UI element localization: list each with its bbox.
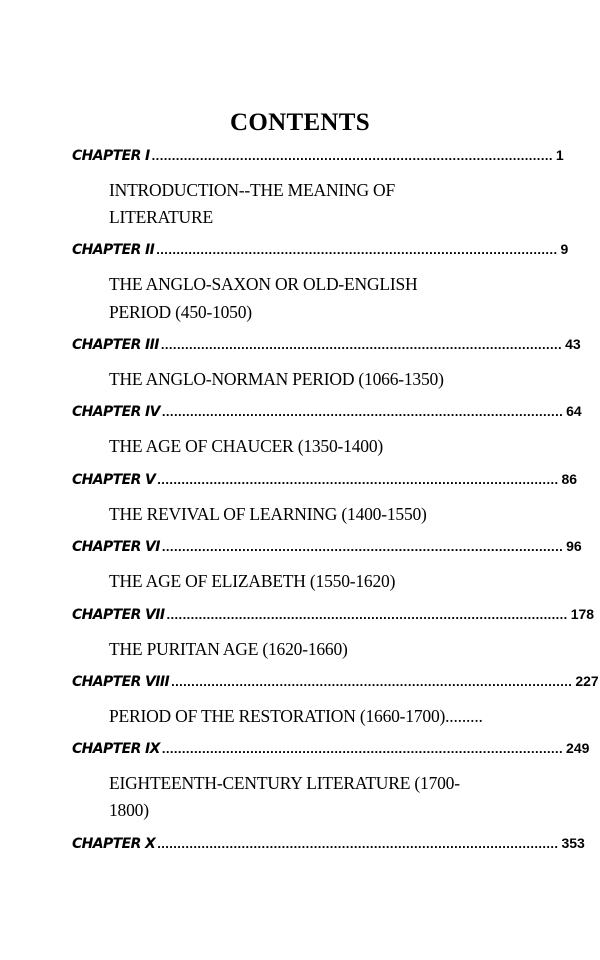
chapter-title: THE ANGLO-SAXON OR OLD-ENGLISH — [109, 274, 418, 294]
dot-leader: .................................................................................................... — [156, 242, 558, 257]
chapter-label: CHAPTER VII — [72, 607, 165, 623]
chapter-title: 1800) — [109, 800, 149, 820]
toc-entry-chapter-3[interactable] — [72, 336, 581, 358]
chapter-label: CHAPTER VI — [72, 539, 160, 555]
chapter-title: INTRODUCTION--THE MEANING OF — [109, 180, 396, 200]
chapter-title: THE AGE OF CHAUCER (1350-1400) — [109, 436, 383, 456]
dot-leader: .................................................................................................... — [161, 741, 564, 756]
chapter-title: THE REVIVAL OF LEARNING (1400-1550) — [109, 504, 427, 524]
chapter-label: CHAPTER V — [72, 472, 156, 488]
toc-entry-chapter-9[interactable] — [72, 740, 590, 762]
chapter-title: PERIOD OF THE RESTORATION (1660-1700)......... — [109, 706, 483, 726]
toc-entry-chapter-10[interactable] — [72, 835, 585, 857]
page-number: 86 — [561, 471, 578, 487]
dot-leader: .................................................................................................... — [160, 337, 563, 352]
toc-entry-chapter-5[interactable] — [72, 471, 578, 493]
chapter-title: THE PURITAN AGE (1620-1660) — [109, 639, 348, 659]
toc-entry-chapter-8[interactable] — [72, 673, 599, 695]
dot-leader: .................................................................................................... — [171, 674, 573, 689]
toc-entry-chapter-6[interactable] — [72, 538, 582, 560]
page-number: 227 — [575, 673, 599, 689]
chapter-label: CHAPTER X — [72, 836, 156, 852]
toc-entry-chapter-4[interactable] — [72, 403, 582, 425]
page-title: CONTENTS — [230, 108, 370, 136]
chapter-label: CHAPTER II — [72, 242, 155, 258]
dot-leader: .................................................................................................... — [151, 148, 553, 163]
page-number: 178 — [570, 606, 595, 622]
chapter-label: CHAPTER I — [72, 148, 150, 164]
page-number: 9 — [560, 241, 569, 257]
dot-leader: .................................................................................................... — [161, 404, 564, 419]
chapter-label: CHAPTER IV — [72, 404, 160, 420]
chapter-title: LITERATURE — [109, 207, 213, 227]
chapter-label: CHAPTER IX — [72, 741, 160, 757]
page-number: 43 — [565, 336, 581, 352]
page-number: 353 — [561, 835, 585, 851]
chapter-label: CHAPTER III — [72, 337, 159, 353]
page-number: 249 — [566, 740, 590, 756]
page-number: 64 — [566, 403, 582, 419]
page-number: 96 — [566, 538, 582, 554]
page-number: 1 — [555, 147, 564, 163]
chapter-title: PERIOD (450-1050) — [109, 302, 252, 322]
dot-leader: .................................................................................................... — [157, 472, 559, 487]
chapter-title: THE ANGLO-NORMAN PERIOD (1066-1350) — [109, 369, 444, 389]
dot-leader: .................................................................................................... — [157, 836, 559, 851]
dot-leader: .................................................................................................... — [166, 607, 568, 622]
chapter-title: EIGHTEENTH-CENTURY LITERATURE (1700- — [109, 773, 460, 793]
chapter-title: THE AGE OF ELIZABETH (1550-1620) — [109, 571, 396, 591]
toc-entry-chapter-7[interactable] — [72, 606, 595, 628]
dot-leader: .................................................................................................... — [161, 539, 564, 554]
chapter-label: CHAPTER VIII — [72, 674, 170, 690]
toc-entry-chapter-2[interactable] — [72, 241, 569, 263]
toc-entry-chapter-1[interactable] — [72, 147, 564, 169]
